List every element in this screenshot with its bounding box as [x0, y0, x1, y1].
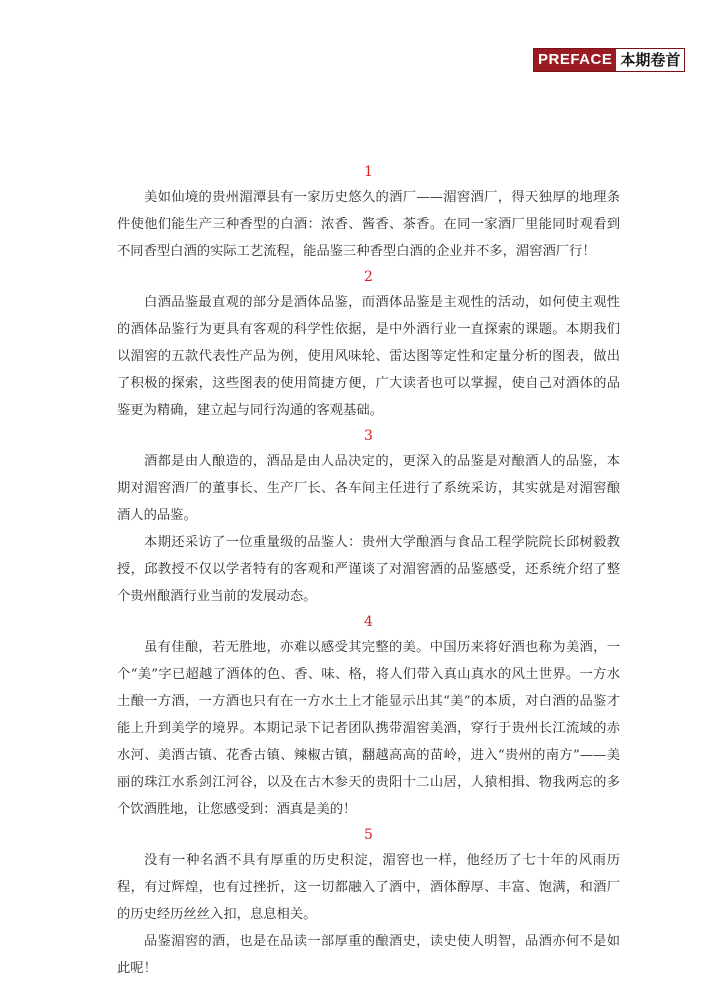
paragraph: 本期还采访了一位重量级的品鉴人：贵州大学酿酒与食品工程学院院长邱树毅教授，邱教授不仅以学者特有的客观和严谨谈了对湄窖酒的品鉴感受，还系统介绍了整个贵州酿酒行业当前的发展动态。: [117, 535, 620, 604]
paragraph: 白酒品鉴最直观的部分是酒体品鉴，而酒体品鉴是主观性的活动，如何使主观性的酒体品鉴行为更具有客观的科学性依据，是中外酒行业一直探索的课题。本期我们以湄窖的五款代表性产品为例，使用风味轮、雷达图等定性和定量分析的图表，做出了积极的探索，这些图表的使用简捷方便，广大读者也可以掌握，使自己对酒体的品鉴更为精确，建立起与同行沟通的客观基础。: [117, 295, 620, 418]
preface-body: [117, 160, 620, 982]
header-chinese-label: 本期卷首: [616, 49, 684, 71]
section-number: 4: [364, 614, 373, 630]
section-number: 1: [364, 164, 373, 180]
section-number: 5: [364, 827, 373, 843]
section-number: 2: [364, 269, 373, 285]
paragraph: 酒都是由人酿造的，酒品是由人品决定的，更深入的品鉴是对酿酒人的品鉴，本期对湄窖酒厂的董事长、生产厂长、各车间主任进行了系统采访，其实就是对湄窖酿酒人的品鉴。: [117, 454, 620, 523]
paragraph: 虽有佳酿，若无胜地，亦难以感受其完整的美。中国历来将好酒也称为美酒，一个“美”字已超越了酒体的色、香、味、格，将人们带入真山真水的风土世界。一方水土酿一方酒，一方酒也只有在一方水土上才能显示出其“美”的本质，对白酒的品鉴才能上升到美学的境界。本期记录下记者团队携带湄窖美酒，穿行于贵州长江流域的赤水河、美酒古镇、花香古镇、辣椒古镇，翻越高高的苗岭，进入“贵州的南方”——美丽的珠江水系剑江河谷，以及在古木参天的贵阳十二山居，人猿相揖、物我两忘的多个饮酒胜地，让您感受到：酒真是美的！: [117, 640, 620, 817]
header-english-label: PREFACE: [534, 49, 616, 71]
paragraph: 美如仙境的贵州湄潭县有一家历史悠久的酒厂——湄窖酒厂，得天独厚的地理条件使他们能生产三种香型的白酒：浓香、酱香、茶香。在同一家酒厂里能同时观看到不同香型白酒的实际工艺流程，能品鉴三种香型白酒的企业并不多，湄窖酒厂行！: [117, 190, 620, 259]
paragraph: 没有一种名酒不具有厚重的历史积淀，湄窖也一样，他经历了七十年的风雨历程，有过辉煌，也有过挫折，这一切都融入了酒中，酒体醇厚、丰富、饱满，和酒厂的历史经历丝丝入扣，息息相关。: [117, 853, 620, 922]
section-number: 3: [364, 428, 373, 444]
section-header: [533, 48, 685, 72]
paragraph: 品鉴湄窖的酒，也是在品读一部厚重的酿酒史，读史使人明智，品酒亦何不是如此呢！: [117, 934, 620, 976]
